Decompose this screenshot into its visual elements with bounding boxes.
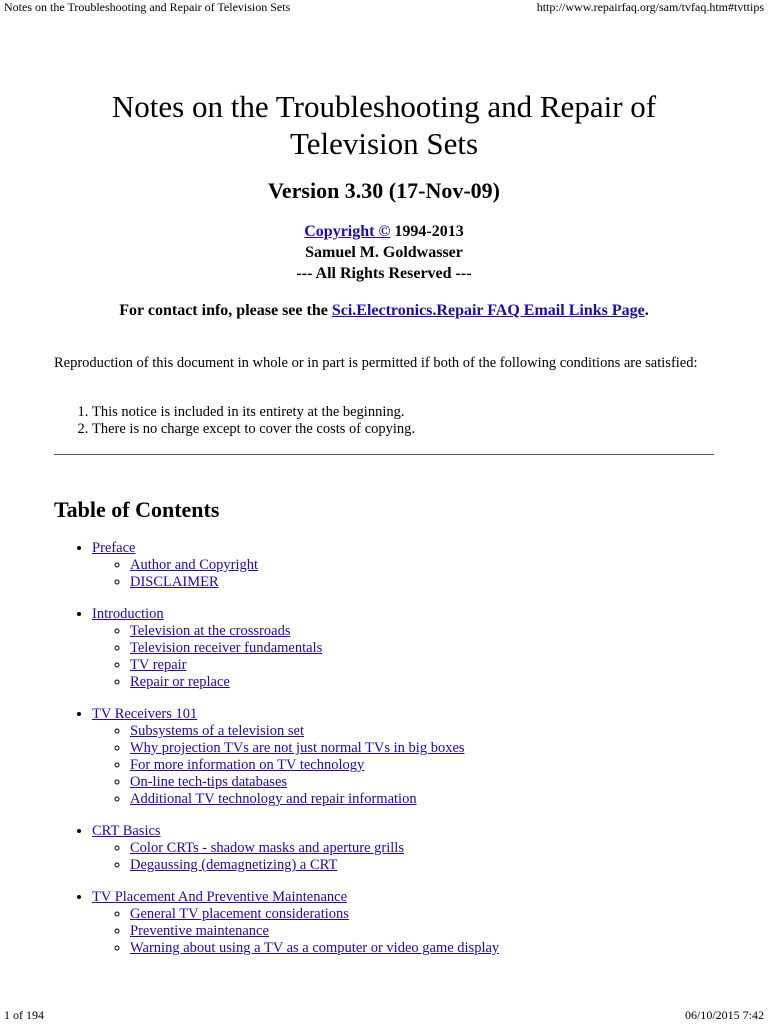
toc-link-degaussing-demagnetizing-a-crt[interactable]: Degaussing (demagnetizing) a CRT [130, 857, 338, 873]
rights-reserved: --- All Rights Reserved --- [296, 265, 472, 282]
toc-subsection [130, 674, 499, 691]
toc-link-warning-about-using-a-tv-as-a-computer-or-video-game-display[interactable]: Warning about using a TV as a computer or video game display [130, 940, 500, 956]
copyright-link[interactable]: Copyright © [304, 223, 391, 240]
toc-subsection [130, 791, 499, 808]
toc-section [92, 540, 499, 591]
condition-item: 1. This notice is included in its entirety at the beginning. [92, 404, 415, 421]
toc-subsection [130, 906, 499, 923]
toc-link-preface[interactable]: Preface [92, 540, 136, 556]
toc-link-tv-repair[interactable]: TV repair [130, 657, 187, 673]
toc-link-for-more-information-on-tv-technology[interactable]: For more information on TV technology [130, 757, 365, 773]
toc-heading: Table of Contents [54, 497, 220, 522]
toc-subsection [130, 557, 499, 574]
print-footer-date: 06/10/2015 7:42 [684, 1008, 764, 1022]
toc-link-additional-tv-technology-and-repair-information[interactable]: Additional TV technology and repair information [130, 791, 417, 807]
copyright-block [0, 221, 768, 284]
toc-subsection [130, 640, 499, 657]
condition-item: 2. There is no charge except to cover the costs of copying. [92, 421, 415, 438]
table-of-contents [54, 540, 499, 972]
toc-subsection [130, 623, 499, 640]
reproduction-notice: Reproduction of this document in whole or in part is permitted if both of the following conditions are satisfied: [54, 355, 698, 371]
print-header-title: Notes on the Troubleshooting and Repair of Television Sets [4, 0, 291, 14]
conditions-list [54, 404, 415, 438]
toc-link-on-line-tech-tips-databases[interactable]: On-line tech-tips databases [130, 774, 288, 790]
toc-link-crt-basics[interactable]: CRT Basics [92, 823, 161, 839]
toc-subsection [130, 574, 499, 591]
toc-link-color-crts-shadow-masks-and-aperture-grills[interactable]: Color CRTs - shadow masks and aperture grills [130, 840, 404, 856]
page-title: Notes on the Troubleshooting and Repair of Television Sets [111, 89, 657, 161]
toc-subsection [130, 774, 499, 791]
toc-link-repair-or-replace[interactable]: Repair or replace [130, 674, 230, 690]
toc-section [92, 706, 499, 808]
toc-subsection [130, 740, 499, 757]
email-links-page-link[interactable]: Sci.Electronics.Repair FAQ Email Links Page [331, 302, 645, 319]
toc-link-tv-receivers-101[interactable]: TV Receivers 101 [92, 706, 198, 722]
toc-subsection-list [92, 906, 499, 957]
author-name: Samuel M. Goldwasser [305, 244, 463, 261]
toc-link-why-projection-tvs-are-not-just-normal-tvs-in-big-boxes[interactable]: Why projection TVs are not just normal TVs in big boxes [130, 740, 465, 756]
toc-subsection [130, 940, 499, 957]
toc-link-television-at-the-crossroads[interactable]: Television at the crossroads [130, 623, 291, 639]
toc-link-general-tv-placement-considerations[interactable]: General TV placement considerations [130, 906, 349, 922]
toc-section [92, 823, 499, 874]
toc-link-subsystems-of-a-television-set[interactable]: Subsystems of a television set [130, 723, 304, 739]
toc-link-disclaimer[interactable]: DISCLAIMER [130, 574, 219, 590]
contact-suffix: . [644, 302, 649, 319]
toc-subsection [130, 723, 499, 740]
toc-subsection-list [92, 557, 499, 591]
contact-prefix: For contact info, please see the [119, 302, 332, 319]
toc-link-preventive-maintenance[interactable]: Preventive maintenance [130, 923, 269, 939]
print-header-url: http://www.repairfaq.org/sam/tvfaq.htm#tvttips [536, 0, 764, 14]
toc-subsection-list [92, 723, 499, 808]
toc-link-introduction[interactable]: Introduction [92, 606, 164, 622]
toc-subsection [130, 757, 499, 774]
toc-link-author-and-copyright[interactable]: Author and Copyright [130, 557, 259, 573]
toc-section [92, 889, 499, 957]
copyright-line [0, 221, 768, 242]
copyright-years: 1994-2013 [390, 223, 464, 240]
toc-subsection [130, 840, 499, 857]
toc-section [92, 606, 499, 691]
version-label: Version 3.30 (17-Nov-09) [268, 178, 500, 203]
print-footer-page: 1 of 194 [4, 1008, 44, 1022]
toc-subsection [130, 857, 499, 874]
toc-subsection [130, 923, 499, 940]
divider [54, 454, 714, 455]
toc-link-television-receiver-fundamentals[interactable]: Television receiver fundamentals [130, 640, 323, 656]
toc-subsection-list [92, 840, 499, 874]
toc-link-tv-placement-and-preventive-maintenance[interactable]: TV Placement And Preventive Maintenance [92, 889, 348, 905]
contact-info [0, 302, 768, 320]
toc-subsection [130, 657, 499, 674]
toc-subsection-list [92, 623, 499, 691]
